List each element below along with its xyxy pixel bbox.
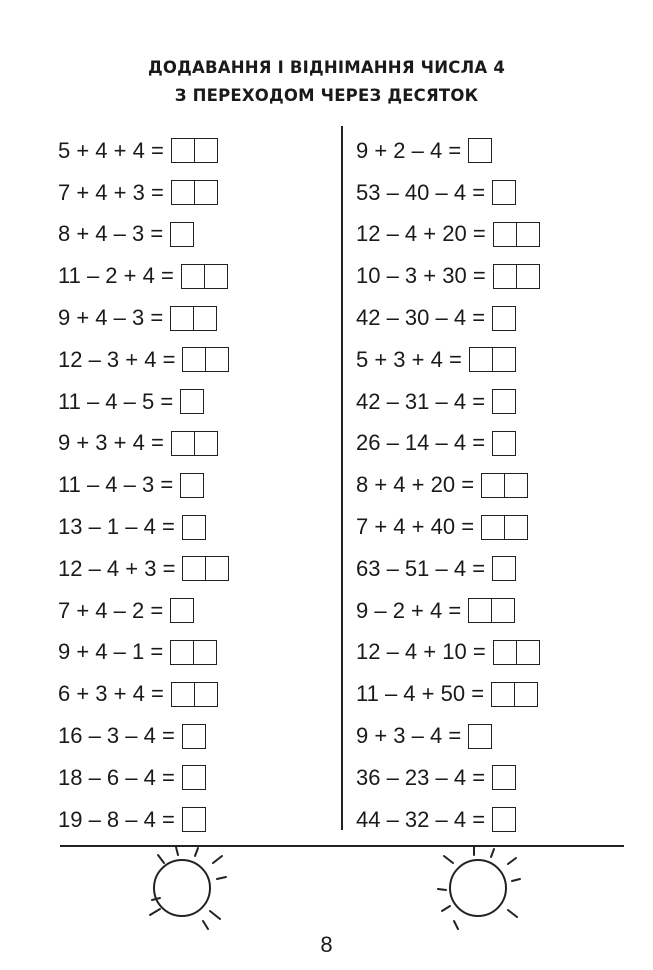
answer-cell[interactable] — [194, 432, 217, 455]
answer-cell[interactable] — [516, 641, 539, 664]
exercise-expression: 11 – 2 + 4 = — [58, 263, 174, 289]
answer-cell[interactable] — [516, 223, 539, 246]
answer-box[interactable] — [481, 473, 528, 498]
answer-box[interactable] — [180, 389, 204, 414]
exercise-row — [356, 632, 540, 674]
exercise-row — [58, 757, 229, 799]
exercise-expression: 10 – 3 + 30 = — [356, 263, 486, 289]
answer-cell[interactable] — [516, 265, 539, 288]
exercise-expression: 7 + 4 + 40 = — [356, 514, 475, 540]
answer-box[interactable] — [182, 807, 206, 832]
answer-cell[interactable] — [493, 557, 515, 580]
answer-cell[interactable] — [171, 223, 193, 246]
answer-cell[interactable] — [171, 641, 193, 664]
answer-cell[interactable] — [193, 307, 216, 330]
answer-cell[interactable] — [469, 139, 491, 162]
exercise-expression: 6 + 3 + 4 = — [58, 681, 164, 707]
answer-box[interactable] — [182, 556, 229, 581]
left-exercise-column — [58, 130, 229, 841]
exercise-row — [58, 632, 229, 674]
answer-cell[interactable] — [183, 557, 205, 580]
answer-box[interactable] — [182, 724, 206, 749]
exercise-row — [58, 799, 229, 841]
answer-box[interactable] — [170, 598, 194, 623]
answer-cell[interactable] — [171, 599, 193, 622]
answer-box[interactable] — [468, 598, 515, 623]
exercise-row — [58, 297, 229, 339]
exercise-expression: 26 – 14 – 4 = — [356, 430, 486, 456]
answer-box[interactable] — [493, 264, 540, 289]
worksheet-subtitle: З ПЕРЕХОДОМ ЧЕРЕЗ ДЕСЯТОК — [174, 86, 479, 105]
answer-box[interactable] — [171, 180, 218, 205]
exercise-row — [58, 464, 229, 506]
exercise-expression: 42 – 31 – 4 = — [356, 388, 486, 414]
exercise-row — [356, 590, 540, 632]
answer-box[interactable] — [182, 347, 229, 372]
answer-cell[interactable] — [183, 766, 205, 789]
answer-cell[interactable] — [493, 432, 515, 455]
answer-cell[interactable] — [205, 348, 228, 371]
answer-box[interactable] — [481, 515, 528, 540]
answer-box[interactable] — [182, 515, 206, 540]
sun-icon — [140, 845, 240, 930]
answer-cell[interactable] — [194, 139, 217, 162]
exercise-row — [356, 715, 540, 757]
exercise-expression: 18 – 6 – 4 = — [58, 764, 175, 790]
answer-box[interactable] — [492, 389, 516, 414]
exercise-row — [356, 297, 540, 339]
answer-cell[interactable] — [182, 265, 204, 288]
answer-cell[interactable] — [172, 432, 194, 455]
answer-box[interactable] — [171, 138, 218, 163]
answer-box[interactable] — [171, 682, 218, 707]
exercise-expression: 8 + 4 + 20 = — [356, 472, 475, 498]
answer-cell[interactable] — [183, 516, 205, 539]
answer-box[interactable] — [170, 222, 194, 247]
answer-cell[interactable] — [193, 641, 216, 664]
answer-cell[interactable] — [171, 307, 193, 330]
exercise-row — [356, 757, 540, 799]
exercise-row — [356, 464, 540, 506]
exercise-row — [58, 130, 229, 172]
answer-cell[interactable] — [470, 348, 492, 371]
answer-box[interactable] — [492, 431, 516, 456]
exercise-expression: 12 – 3 + 4 = — [58, 346, 176, 372]
answer-cell[interactable] — [514, 683, 537, 706]
answer-cell[interactable] — [494, 223, 516, 246]
exercise-expression: 11 – 4 – 3 = — [58, 472, 174, 498]
exercise-expression: 9 + 3 + 4 = — [58, 430, 164, 456]
answer-box[interactable] — [493, 222, 540, 247]
exercise-expression: 12 – 4 + 20 = — [356, 221, 486, 247]
exercise-expression: 11 – 4 + 50 = — [356, 681, 485, 707]
exercise-row — [58, 715, 229, 757]
exercise-expression: 36 – 23 – 4 = — [356, 764, 486, 790]
exercise-expression: 42 – 30 – 4 = — [356, 305, 486, 331]
exercise-row — [356, 381, 540, 423]
answer-cell[interactable] — [469, 725, 491, 748]
answer-cell[interactable] — [183, 725, 205, 748]
exercise-row — [356, 172, 540, 214]
answer-box[interactable] — [492, 765, 516, 790]
answer-cell[interactable] — [504, 516, 527, 539]
exercise-row — [58, 673, 229, 715]
answer-box[interactable] — [491, 682, 538, 707]
answer-box[interactable] — [180, 473, 204, 498]
answer-cell[interactable] — [493, 808, 515, 831]
answer-cell[interactable] — [181, 474, 203, 497]
answer-cell[interactable] — [492, 348, 515, 371]
answer-box[interactable] — [493, 640, 540, 665]
answer-cell[interactable] — [204, 265, 227, 288]
answer-cell[interactable] — [181, 390, 203, 413]
worksheet-title: ДОДАВАННЯ І ВІДНІМАННЯ ЧИСЛА 4 — [147, 58, 506, 77]
exercise-expression: 12 – 4 + 10 = — [356, 639, 486, 665]
answer-cell[interactable] — [172, 683, 194, 706]
answer-cell[interactable] — [493, 181, 515, 204]
exercise-row — [356, 214, 540, 256]
answer-cell[interactable] — [205, 557, 228, 580]
answer-cell[interactable] — [172, 181, 194, 204]
exercise-row — [356, 506, 540, 548]
exercise-expression: 9 + 2 – 4 = — [356, 137, 462, 163]
exercise-row — [356, 548, 540, 590]
answer-box[interactable] — [182, 765, 206, 790]
answer-cell[interactable] — [482, 474, 504, 497]
exercise-row — [58, 590, 229, 632]
answer-box[interactable] — [468, 138, 492, 163]
exercise-row — [58, 214, 229, 256]
exercise-expression: 9 – 2 + 4 = — [356, 597, 462, 623]
exercise-expression: 9 + 3 – 4 = — [356, 723, 462, 749]
answer-box[interactable] — [492, 306, 516, 331]
exercise-expression: 13 – 1 – 4 = — [58, 514, 175, 540]
answer-box[interactable] — [469, 347, 516, 372]
answer-box[interactable] — [181, 264, 228, 289]
answer-cell[interactable] — [172, 139, 194, 162]
answer-cell[interactable] — [183, 808, 205, 831]
answer-box[interactable] — [170, 306, 217, 331]
answer-box[interactable] — [492, 180, 516, 205]
exercise-row — [58, 423, 229, 465]
answer-box[interactable] — [492, 556, 516, 581]
exercise-expression: 63 – 51 – 4 = — [356, 555, 486, 581]
answer-cell[interactable] — [494, 641, 516, 664]
exercise-expression: 16 – 3 – 4 = — [58, 723, 175, 749]
sun-icon — [424, 845, 534, 930]
answer-cell[interactable] — [493, 390, 515, 413]
exercise-row — [356, 255, 540, 297]
right-exercise-column — [356, 130, 540, 841]
exercise-expression: 8 + 4 – 3 = — [58, 221, 164, 247]
exercise-row — [58, 172, 229, 214]
exercise-expression: 53 – 40 – 4 = — [356, 179, 486, 205]
answer-cell[interactable] — [493, 307, 515, 330]
exercise-expression: 9 + 4 – 1 = — [58, 639, 164, 665]
exercise-expression: 44 – 32 – 4 = — [356, 806, 486, 832]
exercise-expression: 19 – 8 – 4 = — [58, 806, 175, 832]
page-number: 8 — [320, 932, 333, 957]
answer-cell[interactable] — [491, 599, 514, 622]
answer-cell[interactable] — [493, 766, 515, 789]
exercise-expression: 5 + 3 + 4 = — [356, 346, 462, 372]
answer-cell[interactable] — [194, 181, 217, 204]
exercise-row — [58, 381, 229, 423]
answer-cell[interactable] — [482, 516, 504, 539]
column-divider — [341, 126, 343, 830]
exercise-row — [356, 673, 540, 715]
exercise-expression: 11 – 4 – 5 = — [58, 388, 174, 414]
answer-cell[interactable] — [492, 683, 514, 706]
answer-cell[interactable] — [469, 599, 491, 622]
exercise-expression: 7 + 4 – 2 = — [58, 597, 164, 623]
exercise-row — [356, 423, 540, 465]
exercise-expression: 12 – 4 + 3 = — [58, 555, 176, 581]
answer-cell[interactable] — [194, 683, 217, 706]
answer-cell[interactable] — [504, 474, 527, 497]
answer-box[interactable] — [170, 640, 217, 665]
exercise-row — [356, 130, 540, 172]
exercise-row — [356, 339, 540, 381]
exercise-expression: 7 + 4 + 3 = — [58, 179, 164, 205]
exercise-row — [58, 255, 229, 297]
answer-box[interactable] — [171, 431, 218, 456]
exercise-expression: 9 + 4 – 3 = — [58, 305, 164, 331]
exercise-expression: 5 + 4 + 4 = — [58, 137, 164, 163]
exercise-row — [58, 339, 229, 381]
answer-cell[interactable] — [494, 265, 516, 288]
exercise-row — [58, 506, 229, 548]
answer-cell[interactable] — [183, 348, 205, 371]
answer-box[interactable] — [492, 807, 516, 832]
exercise-row — [58, 548, 229, 590]
exercise-row — [356, 799, 540, 841]
answer-box[interactable] — [468, 724, 492, 749]
